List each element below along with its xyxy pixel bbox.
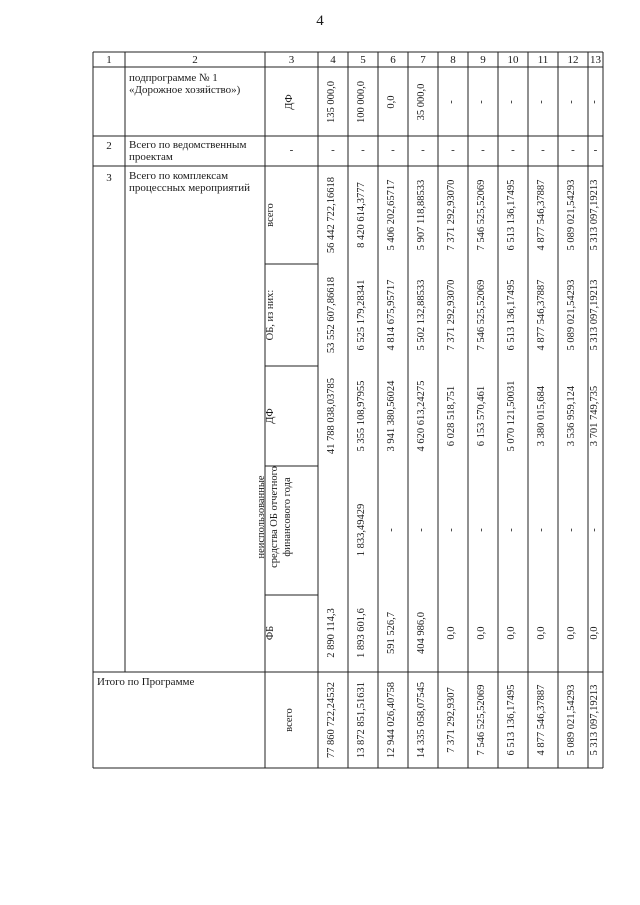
col-num-12: 12 [567,54,579,66]
row-2-value: - [593,144,598,156]
row-3-value: - [506,528,517,532]
row-3-value: 5 089 021,54293 [566,179,577,251]
total-row-value: 12 944 026,40758 [386,681,397,759]
row-3-value: 56 442 722,16618 [326,176,337,254]
row-subprogram-value: - [446,100,457,104]
total-row-value: 7 371 292,9307 [446,687,457,753]
total-row-value: 7 546 525,52069 [476,684,487,756]
row-2-number: 2 [106,140,112,152]
row-3-value: 5 355 108,97955 [356,380,367,452]
col-num-4: 4 [330,54,336,66]
row-3-value: 0,0 [506,626,517,640]
col-num-3: 3 [288,54,295,66]
row-2-value: - [391,144,395,156]
row-3-value: 591 526,7 [386,612,397,654]
row-3-value: 0,0 [566,626,577,640]
row-2-value: - [511,144,515,156]
row-3-source: всего [265,203,276,227]
row-2-value: - [451,144,455,156]
row-subprogram-value: - [536,100,547,104]
row-3-value [331,475,345,585]
row-3-value: 6 525 179,28341 [356,279,367,351]
row-subprogram-source: ДФ [284,94,295,110]
total-row-value: 13 872 851,51631 [356,681,367,759]
row-3-value: - [536,528,547,532]
row-subprogram-value: 35 000,0 [416,83,427,121]
row-3-value: 7 371 292,93070 [446,179,457,251]
row-2-source: - [289,144,294,156]
row-3-value: - [476,528,487,532]
row-3-value: 0,0 [536,626,547,640]
col-num-2: 2 [192,54,198,66]
row-subprogram-value: - [566,100,577,104]
row-3-value: 8 420 614,3777 [356,182,367,248]
total-row-value: 77 860 722,24532 [326,681,337,759]
row-2-value: - [331,144,335,156]
page-number: 4 [316,13,324,29]
row-3-value: 7 546 525,52069 [476,179,487,251]
row-2-value: - [481,144,485,156]
row-2-value: - [541,144,545,156]
row-3-value: 6 028 518,751 [446,385,457,447]
row-3-value: - [566,528,577,532]
row-3-value: 0,0 [446,626,457,640]
col-num-7: 7 [420,54,426,66]
row-3-source-unused-funds: неиспользованные средства ОБ отчетного финансового года [256,466,293,568]
row-subprogram-value: 135 000,0 [326,81,337,123]
col-num-9: 9 [480,54,486,66]
row-3-source: ОБ, из них: [265,289,276,341]
row-3-value: 7 371 292,93070 [446,279,457,351]
row-subprogram-name: подпрограмме № 1 «Дорожное хозяйство») [129,72,241,96]
total-row-value: 4 877 546,37887 [536,684,547,756]
row-3-value: 0,0 [589,626,600,640]
col-num-13: 13 [590,54,601,66]
row-3-value: 5 502 132,88533 [416,279,427,351]
row-3-value: - [386,528,397,532]
total-row-name: Итого по Программе [97,676,195,688]
row-3-value: 5 089 021,54293 [566,279,577,351]
col-num-5: 5 [360,54,366,66]
row-subprogram-value: - [476,100,487,104]
row-3-value: 1 893 601,6 [356,608,367,658]
total-row-value: 6 513 136,17495 [506,684,517,756]
total-row-value: 5 313 097,19213 [589,684,600,756]
total-row-value: 5 089 021,54293 [566,684,577,756]
row-3-value: - [446,528,457,532]
col-num-1: 1 [106,54,112,66]
row-3-value: 5 070 121,50031 [506,380,517,452]
row-subprogram-value: - [506,100,517,104]
row-3-source: ДФ [265,408,276,424]
row-subprogram-value: 100 000,0 [356,81,367,123]
row-3-value: 41 788 038,03785 [326,377,337,455]
row-3-value: 6 513 136,17495 [506,279,517,351]
row-3-value: 5 313 097,19213 [589,279,600,351]
row-3-name: Всего по комплексам процессных мероприятий [129,170,250,194]
row-3-value: 404 986,0 [416,612,427,654]
row-3-value: 6 153 570,461 [476,385,487,447]
row-3-value: 0,0 [476,626,487,640]
row-3-value: - [416,528,427,532]
row-3-value: 5 406 202,65717 [386,179,397,251]
col-num-6: 6 [390,54,396,66]
row-3-value: 4 814 675,95717 [386,279,397,351]
row-3-value: 3 380 015,684 [536,385,547,447]
row-subprogram-value: - [589,100,600,104]
row-3-value: 53 552 607,86618 [326,276,337,354]
row-2-value: - [361,144,365,156]
row-2-value: - [571,144,575,156]
row-3-value: 5 907 118,88533 [416,179,427,251]
row-3-value: 3 941 380,56024 [386,380,397,452]
row-3-value: 2 890 114,3 [326,608,337,658]
row-3-value: 4 877 546,37887 [536,179,547,251]
row-3-value: 4 877 546,37887 [536,279,547,351]
row-3-number: 3 [106,172,112,184]
col-num-11: 11 [537,54,549,66]
row-3-value: 7 546 525,52069 [476,279,487,351]
total-row-value: 14 335 058,07545 [416,681,427,759]
row-3-value: 3 536 959,124 [566,385,577,447]
row-2-value: - [421,144,425,156]
col-num-10: 10 [507,54,519,66]
row-3-value: 3 701 749,735 [589,385,600,447]
row-2-name: Всего по ведомственным проектам [129,139,247,163]
row-subprogram-value: 0,0 [386,95,397,109]
row-3-value: - [589,528,600,532]
row-3-value: 6 513 136,17495 [506,179,517,251]
row-3-value: 1 833,49429 [356,503,367,557]
total-row-source: всего [284,708,295,732]
row-3-value: 4 620 613,24275 [416,380,427,452]
row-3-value: 5 313 097,19213 [589,179,600,251]
row-3-source: ФБ [265,625,276,641]
col-num-8: 8 [450,54,456,66]
